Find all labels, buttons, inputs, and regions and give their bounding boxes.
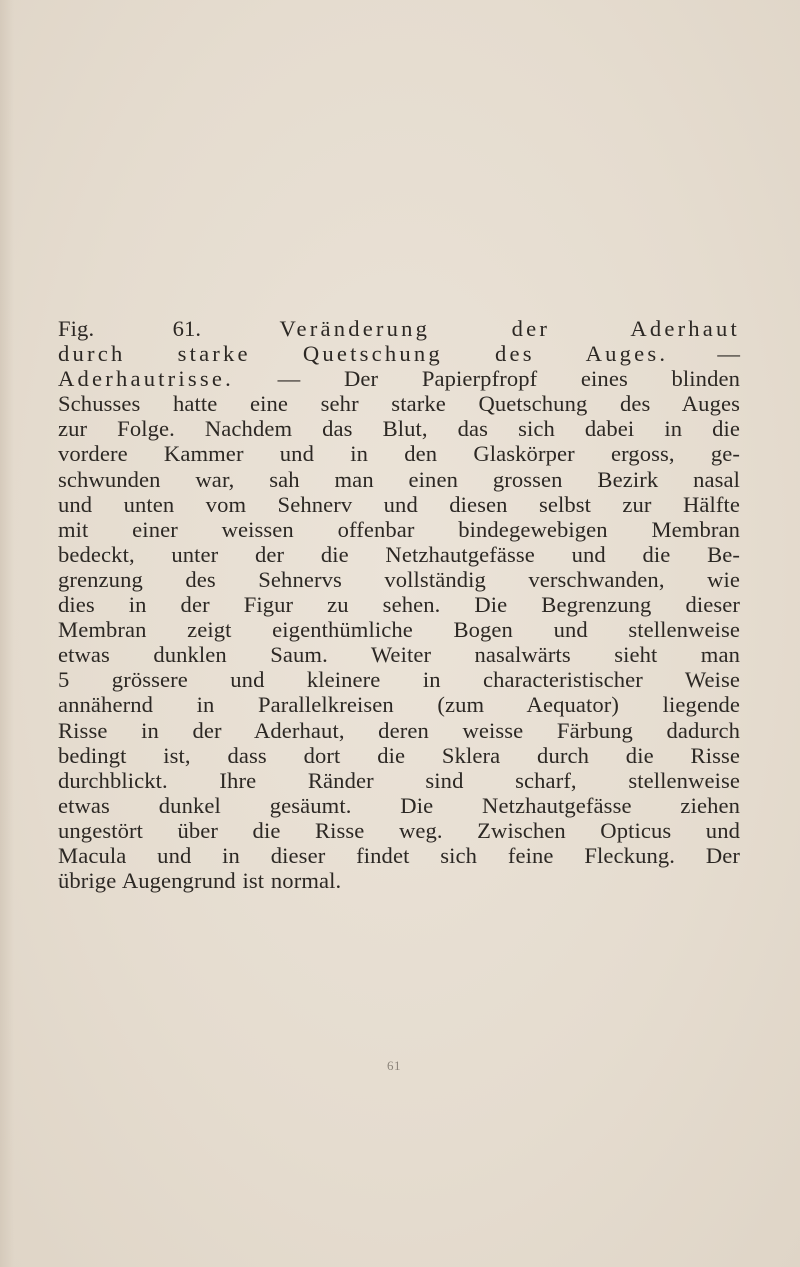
caption-line: mit einer weissen offenbar bindegewebigen Membran (58, 516, 740, 542)
figure-caption (58, 316, 740, 893)
caption-line: schwunden war, sah man einen grossen Bezirk nasal (58, 466, 740, 492)
caption-line: ungestört über die Risse weg. Zwischen Opticus und (58, 817, 740, 843)
caption-title-3: Aderhautrisse. (58, 366, 234, 392)
caption-title-1: Veränderung der Aderhaut (279, 316, 740, 341)
caption-line: Macula und in dieser findet sich feine Fleckung. Der (58, 842, 740, 868)
caption-line: Schusses hatte eine sehr starke Quetschung des Auges (58, 391, 740, 417)
caption-line-last: übrige Augengrund ist normal. (58, 868, 342, 894)
caption-line: vordere Kammer und in den Glaskörper ergoss, ge- (58, 441, 740, 467)
caption-title-2: durch starke Quetschung des Auges. (58, 341, 669, 367)
caption-line-2 (58, 341, 740, 366)
caption-line: Membran zeigt eigenthümliche Bogen und stellenweise (58, 617, 740, 643)
fig-label: Fig. 61. (58, 316, 202, 341)
caption-line-3 (58, 366, 740, 391)
caption-line: bedeckt, unter der die Netzhautgefässe und die Be- (58, 541, 740, 567)
caption-line-1 (58, 316, 740, 341)
page-edge-shadow (0, 0, 14, 1267)
caption-dash: — (717, 341, 741, 367)
caption-line: grenzung des Sehnervs vollständig verschwanden, wie (58, 566, 740, 592)
caption-line: bedingt ist, dass dort die Sklera durch die Risse (58, 742, 740, 768)
page-number: 61 (387, 1058, 401, 1073)
caption-line: zur Folge. Nachdem das Blut, das sich dabei in die (58, 416, 740, 442)
caption-line: durchblickt. Ihre Ränder sind scharf, stellenweise (58, 767, 740, 793)
caption-line: annähernd in Parallelkreisen (zum Aequator) liegende (58, 692, 740, 718)
caption-line: Risse in der Aderhaut, deren weisse Färbung dadurch (58, 717, 740, 743)
caption-line-3-rest: — Der Papierpfropf eines blinden (277, 366, 740, 392)
caption-line: etwas dunkel gesäumt. Die Netzhautgefässe ziehen (58, 792, 740, 818)
caption-line: 5 grössere und kleinere in characteristischer Weise (58, 667, 740, 693)
caption-line: etwas dunklen Saum. Weiter nasalwärts sieht man (58, 642, 740, 668)
caption-line: und unten vom Sehnerv und diesen selbst zur Hälfte (58, 491, 740, 517)
caption-line: dies in der Figur zu sehen. Die Begrenzung dieser (58, 592, 740, 618)
